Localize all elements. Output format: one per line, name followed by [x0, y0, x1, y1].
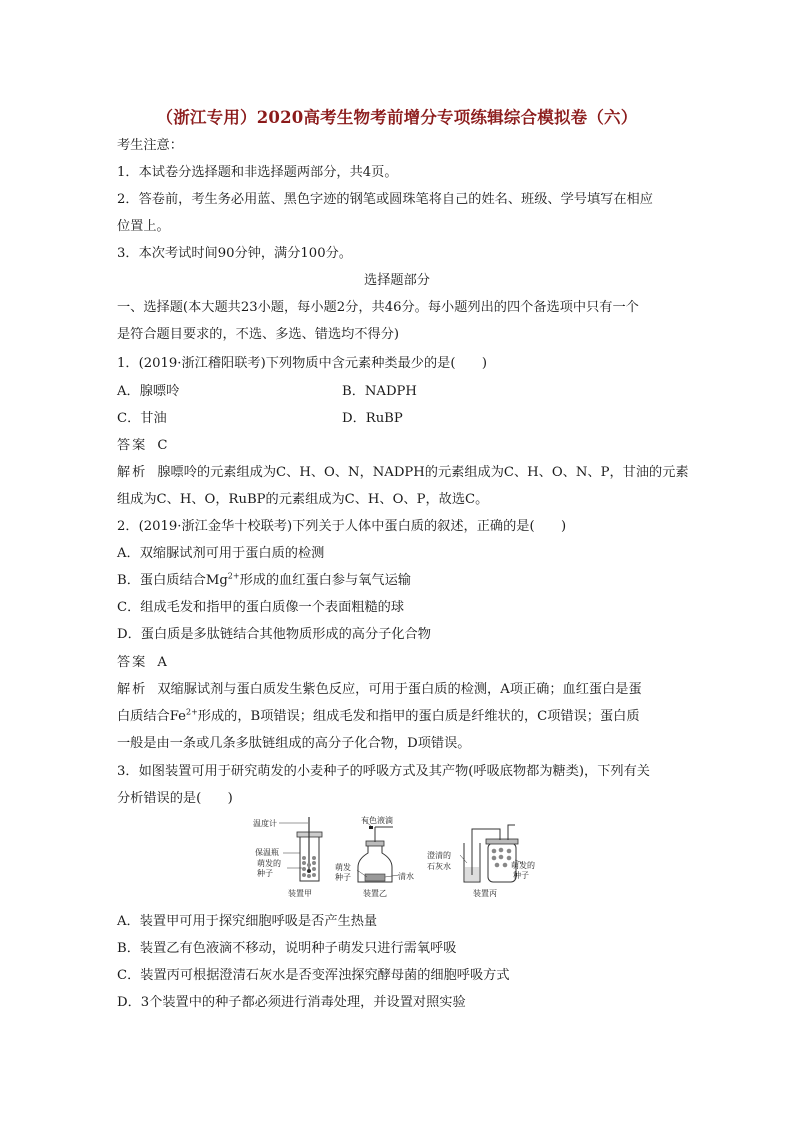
document-title: （浙江专用）2020高考生物考前增分专项练辑综合模拟卷（六）: [156, 108, 638, 127]
q3-option-a: A．装置甲可用于探究细胞呼吸是否产生热量: [117, 914, 378, 929]
q3-option-c: C．装置丙可根据澄清石灰水是否变浑浊探究酵母菌的细胞呼吸方式: [117, 968, 510, 983]
label-solution: 清水: [398, 872, 414, 881]
q2-option-a: A．双缩脲试剂可用于蛋白质的检测: [117, 546, 325, 561]
answer-value: A: [157, 655, 167, 670]
superscript: 2+: [185, 707, 198, 717]
q1-option-d: D．RuBP: [342, 411, 403, 426]
section-intro: 一、选择题(本大题共23小题，每小题2分，共46分。每小题列出的四个备选项中只有一个: [117, 300, 639, 315]
notice-item: 1．本试卷分选择题和非选择题两部分，共4页。: [117, 165, 398, 180]
notice-item: 3．本次考试时间90分钟，满分100分。: [117, 246, 352, 261]
q2-analysis-cont: 一般是由一条或几条多肽链组成的高分子化合物，D项错误。: [117, 736, 471, 751]
droplet-icon: [369, 826, 373, 829]
label-device-b: 装置乙: [363, 889, 387, 898]
q1-option-c: C．甘油: [117, 411, 167, 426]
label-device-a: 装置甲: [288, 889, 312, 898]
device-b-flask: [357, 819, 399, 882]
q2-option-d: D．蛋白质是多肽链结合其他物质形成的高分子化合物: [117, 627, 431, 642]
notice-heading: 考生注意：: [117, 138, 183, 153]
experiment-apparatus-figure: [253, 815, 553, 900]
analysis-label: 解析: [117, 682, 148, 697]
q2-option-b: [117, 572, 411, 590]
option-b-rest: 形成的血红蛋白参与氧气运输: [239, 573, 411, 588]
q1-analysis-cont: 组成为C、H、O，RuBP的元素组成为C、H、O、P，故选C。: [117, 492, 489, 507]
label-limewater: 石灰水: [427, 862, 451, 871]
label-flask: 保温瓶: [255, 848, 279, 857]
question-3-stem-cont: 分析错误的是( ): [117, 791, 233, 806]
notice-item: 2．答卷前，考生务必用蓝、黑色字迹的钢笔或圆珠笔将自己的姓名、班级、学号填写在相应: [117, 192, 653, 207]
q1-option-b: B．NADPH: [342, 384, 417, 399]
answer-label: 答案: [117, 655, 148, 670]
section-title: 选择题部分: [364, 273, 430, 288]
label-seeds: 萌发: [335, 863, 351, 872]
option-b-text: B．蛋白质结合Mg: [117, 573, 228, 588]
analysis-text: 双缩脲试剂与蛋白质发生紫色反应，可用于蛋白质的检测，A项正确；血红蛋白是蛋: [157, 682, 642, 697]
question-1-stem: 1．(2019·浙江稽阳联考)下列物质中含元素种类最少的是( ): [117, 356, 488, 371]
label-seeds: 种子: [257, 869, 273, 878]
label-seeds: 种子: [513, 871, 529, 880]
label-limewater: 澄清的: [427, 851, 451, 860]
notice-item: 位置上。: [117, 219, 170, 234]
answer-value: C: [157, 438, 168, 453]
analysis-label: 解析: [117, 465, 148, 480]
analysis-text: 形成的，B项错误；组成毛发和指甲的蛋白质是纤维状的，C项错误；蛋白质: [197, 709, 640, 724]
q1-option-a: A．腺嘌呤: [117, 384, 180, 399]
question-2-stem: 2．(2019·浙江金华十校联考)下列关于人体中蛋白质的叙述，正确的是( ): [117, 519, 567, 534]
label-seeds: 萌发的: [257, 859, 281, 868]
label-seeds: 萌发的: [511, 861, 535, 870]
label-seeds: 种子: [335, 873, 351, 882]
superscript: 2+: [227, 571, 240, 581]
label-droplet: 有色液滴: [361, 816, 393, 825]
label-thermometer: 温度计: [253, 819, 277, 828]
q1-analysis: [117, 464, 689, 482]
q2-option-c: C．组成毛发和指甲的蛋白质像一个表面粗糙的球: [117, 600, 405, 615]
q1-answer: [117, 437, 167, 455]
analysis-text: 白质结合Fe: [117, 709, 186, 724]
q3-option-d: D．3个装置中的种子都必须进行消毒处理，并设置对照实验: [117, 995, 466, 1010]
label-device-c: 装置丙: [473, 889, 497, 898]
q2-answer: [117, 654, 167, 672]
q2-analysis-cont: [117, 708, 640, 726]
section-intro: 是符合题目要求的，不选、多选、错选均不得分): [117, 327, 400, 342]
q3-option-b: B．装置乙有色液滴不移动，说明种子萌发只进行需氧呼吸: [117, 941, 457, 956]
analysis-text: 腺嘌呤的元素组成为C、H、O、N，NADPH的元素组成为C、H、O、N、P，甘油的元素: [157, 465, 689, 480]
q2-analysis: [117, 681, 642, 699]
device-a-thermos: [279, 817, 322, 881]
question-3-stem: 3．如图装置可用于研究萌发的小麦种子的呼吸方式及其产物(呼吸底物都为糖类)，下列有关: [117, 764, 650, 779]
answer-label: 答案: [117, 438, 148, 453]
